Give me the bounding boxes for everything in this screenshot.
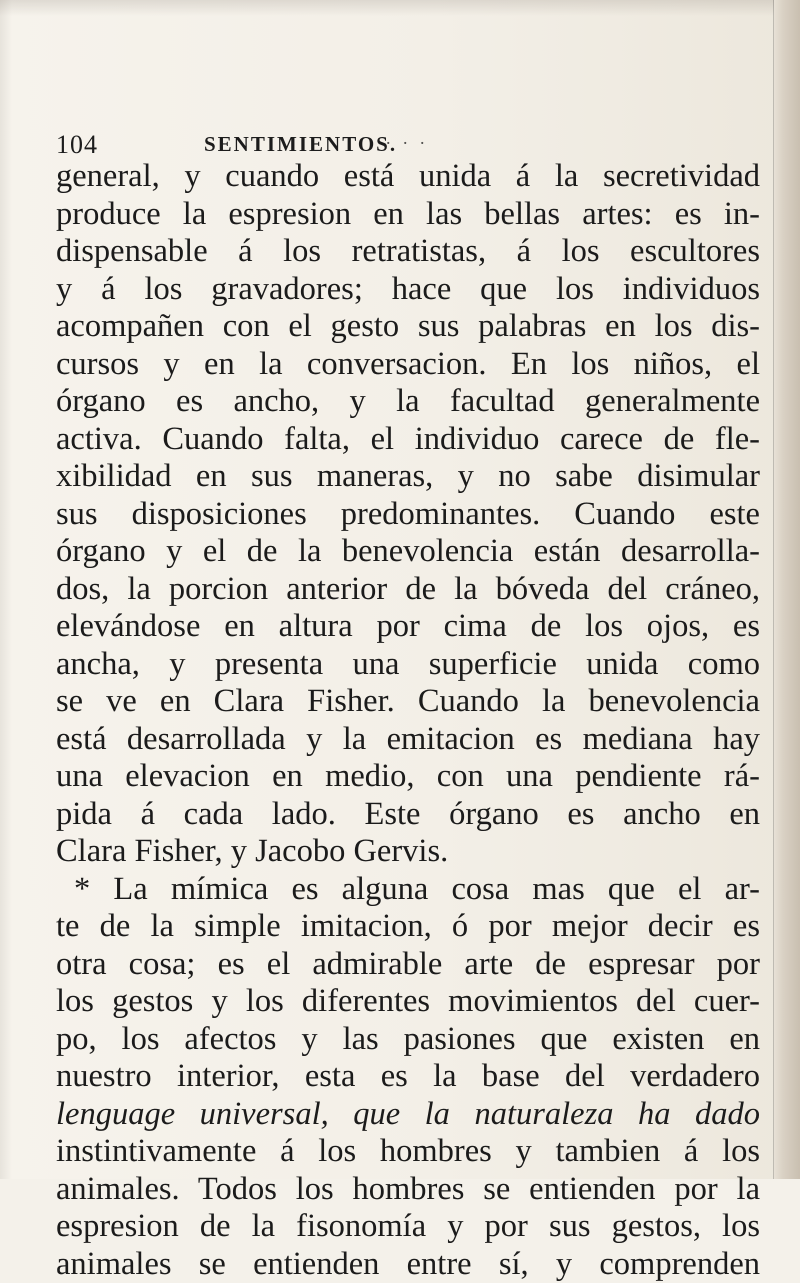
text-line: dos, la porcion anterior de la bóveda del cráneo, bbox=[56, 571, 760, 609]
body-text bbox=[56, 158, 760, 1283]
text-line: y á los gravadores; hace que los individuos bbox=[56, 271, 760, 309]
text-line: activa. Cuando falta, el individuo carece de fle- bbox=[56, 421, 760, 459]
text-line: pida á cada lado. Este órgano es ancho en bbox=[56, 796, 760, 834]
text-line: animales. Todos los hombres se entienden por la bbox=[56, 1171, 760, 1209]
text-line: los gestos y los diferentes movimientos del cuer- bbox=[56, 983, 760, 1021]
text-line: nuestro interior, esta es la base del verdadero bbox=[56, 1058, 760, 1096]
text-line: te de la simple imitacion, ó por mejor decir es bbox=[56, 908, 760, 946]
running-head: SENTIMIENTOS. bbox=[204, 132, 397, 157]
text-line: sus disposiciones predominantes. Cuando este bbox=[56, 496, 760, 534]
page-number: 104 bbox=[56, 130, 98, 160]
text-line: po, los afectos y las pasiones que existen en bbox=[56, 1021, 760, 1059]
text-line: * La mímica es alguna cosa mas que el ar- bbox=[56, 871, 760, 909]
page-top-shadow bbox=[0, 0, 800, 16]
text-line: una elevacion en medio, con una pendiente rá- bbox=[56, 758, 760, 796]
text-line: produce la espresion en las bellas artes: es in- bbox=[56, 196, 760, 234]
text-line: se ve en Clara Fisher. Cuando la benevolencia bbox=[56, 683, 760, 721]
header-dots: . . . bbox=[386, 128, 429, 149]
text-line: órgano es ancho, y la facultad generalmente bbox=[56, 383, 760, 421]
text-line: espresion de la fisonomía y por sus gestos, los bbox=[56, 1208, 760, 1246]
text-line: órgano y el de la benevolencia están desarrolla- bbox=[56, 533, 760, 571]
page-edge bbox=[774, 0, 800, 1179]
text-line: lenguage universal, que la naturaleza ha dado bbox=[56, 1096, 760, 1134]
text-line: está desarrollada y la emitacion es mediana hay bbox=[56, 721, 760, 759]
text-line: general, y cuando está unida á la secretividad bbox=[56, 158, 760, 196]
text-line: xibilidad en sus maneras, y no sabe disimular bbox=[56, 458, 760, 496]
text-line: dispensable á los retratistas, á los escultores bbox=[56, 233, 760, 271]
text-line: Clara Fisher, y Jacobo Gervis. bbox=[56, 833, 760, 871]
text-line: elevándose en altura por cima de los ojos, es bbox=[56, 608, 760, 646]
text-line: acompañen con el gesto sus palabras en los dis- bbox=[56, 308, 760, 346]
page-header bbox=[56, 130, 756, 158]
text-line: otra cosa; es el admirable arte de espresar por bbox=[56, 946, 760, 984]
text-line: animales se entienden entre sí, y comprenden bbox=[56, 1246, 760, 1283]
page-left-shadow bbox=[0, 0, 12, 1179]
text-line: ancha, y presenta una superficie unida como bbox=[56, 646, 760, 684]
text-line: instintivamente á los hombres y tambien á los bbox=[56, 1133, 760, 1171]
text-line: cursos y en la conversacion. En los niños, el bbox=[56, 346, 760, 384]
